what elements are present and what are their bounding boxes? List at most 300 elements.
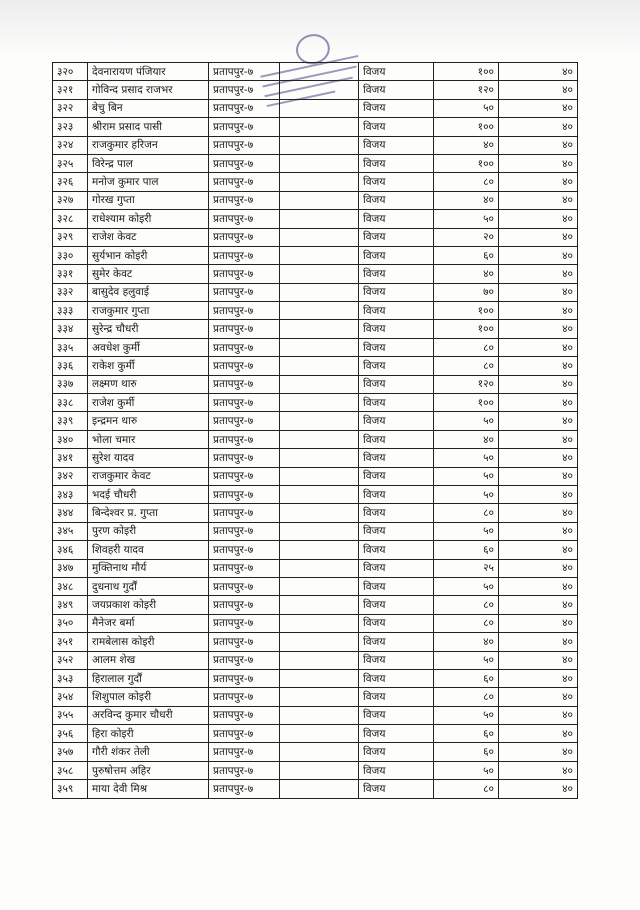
score-cell: ५० xyxy=(434,522,499,540)
score-cell: ८० xyxy=(434,614,499,632)
result-cell: विजय xyxy=(359,430,434,448)
name-cell: सुमेर केवट xyxy=(88,265,209,283)
table-row xyxy=(53,265,578,283)
full-marks-cell: ४० xyxy=(499,320,578,338)
score-cell: ६० xyxy=(434,246,499,264)
serial-number-cell: ३२० xyxy=(53,63,88,81)
serial-number-cell: ३५० xyxy=(53,614,88,632)
serial-number-cell: ३३६ xyxy=(53,357,88,375)
result-cell: विजय xyxy=(359,375,434,393)
address-cell: प्रतापपुर-७ xyxy=(209,633,280,651)
serial-number-cell: ३२५ xyxy=(53,154,88,172)
name-cell: भदई चौधरी xyxy=(88,485,209,503)
table-row xyxy=(53,780,578,798)
table-row xyxy=(53,173,578,191)
address-cell: प्रतापपुर-७ xyxy=(209,283,280,301)
blank-cell xyxy=(280,357,359,375)
result-cell: विजय xyxy=(359,541,434,559)
name-cell: गोरख गुप्ता xyxy=(88,191,209,209)
result-cell: विजय xyxy=(359,228,434,246)
name-cell: पुरण कोइरी xyxy=(88,522,209,540)
blank-cell xyxy=(280,449,359,467)
blank-cell xyxy=(280,246,359,264)
result-cell: विजय xyxy=(359,81,434,99)
name-cell: राधेश्याम कोइरी xyxy=(88,210,209,228)
blank-cell xyxy=(280,633,359,651)
address-cell: प्रतापपुर-७ xyxy=(209,706,280,724)
blank-cell xyxy=(280,522,359,540)
blank-cell xyxy=(280,265,359,283)
address-cell: प्रतापपुर-७ xyxy=(209,577,280,595)
blank-cell xyxy=(280,669,359,687)
address-cell: प्रतापपुर-७ xyxy=(209,449,280,467)
name-cell: रामबेलास कोइरी xyxy=(88,633,209,651)
name-cell: राजकुमार गुप्ता xyxy=(88,302,209,320)
blank-cell xyxy=(280,283,359,301)
blank-cell xyxy=(280,688,359,706)
table-row xyxy=(53,706,578,724)
serial-number-cell: ३२३ xyxy=(53,118,88,136)
address-cell: प्रतापपुर-७ xyxy=(209,154,280,172)
blank-cell xyxy=(280,651,359,669)
name-cell: गौरी शंकर तेली xyxy=(88,743,209,761)
score-cell: १०० xyxy=(434,63,499,81)
serial-number-cell: ३३३ xyxy=(53,302,88,320)
blank-cell xyxy=(280,559,359,577)
serial-number-cell: ३५३ xyxy=(53,669,88,687)
full-marks-cell: ४० xyxy=(499,541,578,559)
serial-number-cell: ३४६ xyxy=(53,541,88,559)
result-cell: विजय xyxy=(359,449,434,467)
result-cell: विजय xyxy=(359,633,434,651)
name-cell: लक्ष्मण थारु xyxy=(88,375,209,393)
address-cell: प्रतापपुर-७ xyxy=(209,63,280,81)
score-cell: ७० xyxy=(434,283,499,301)
full-marks-cell: ४० xyxy=(499,375,578,393)
full-marks-cell: ४० xyxy=(499,614,578,632)
full-marks-cell: ४० xyxy=(499,394,578,412)
result-cell: विजय xyxy=(359,651,434,669)
score-cell: ८० xyxy=(434,338,499,356)
blank-cell xyxy=(280,706,359,724)
serial-number-cell: ३५६ xyxy=(53,725,88,743)
name-cell: सुर्यभान कोइरी xyxy=(88,246,209,264)
full-marks-cell: ४० xyxy=(499,283,578,301)
serial-number-cell: ३२८ xyxy=(53,210,88,228)
blank-cell xyxy=(280,63,359,81)
score-cell: ४० xyxy=(434,265,499,283)
name-cell: सुरेन्द्र चौधरी xyxy=(88,320,209,338)
blank-cell xyxy=(280,485,359,503)
result-cell: विजय xyxy=(359,302,434,320)
result-cell: विजय xyxy=(359,761,434,779)
full-marks-cell: ४० xyxy=(499,99,578,117)
result-cell: विजय xyxy=(359,725,434,743)
serial-number-cell: ३५५ xyxy=(53,706,88,724)
full-marks-cell: ४० xyxy=(499,210,578,228)
name-cell: बासुदेव हलुवाई xyxy=(88,283,209,301)
score-cell: ८० xyxy=(434,688,499,706)
result-cell: विजय xyxy=(359,394,434,412)
serial-number-cell: ३३५ xyxy=(53,338,88,356)
table-row xyxy=(53,669,578,687)
table-row xyxy=(53,118,578,136)
result-cell: विजय xyxy=(359,265,434,283)
name-cell: विरेन्द्र पाल xyxy=(88,154,209,172)
result-cell: विजय xyxy=(359,154,434,172)
table-row xyxy=(53,633,578,651)
table-row xyxy=(53,449,578,467)
name-cell: मुक्तिनाथ मौर्य xyxy=(88,559,209,577)
score-cell: ५० xyxy=(434,651,499,669)
score-cell: ४० xyxy=(434,430,499,448)
table-row xyxy=(53,688,578,706)
score-cell: १२० xyxy=(434,81,499,99)
serial-number-cell: ३४० xyxy=(53,430,88,448)
blank-cell xyxy=(280,743,359,761)
serial-number-cell: ३३८ xyxy=(53,394,88,412)
name-cell: भोला चमार xyxy=(88,430,209,448)
full-marks-cell: ४० xyxy=(499,136,578,154)
blank-cell xyxy=(280,412,359,430)
address-cell: प्रतापपुर-७ xyxy=(209,780,280,798)
table-row xyxy=(53,375,578,393)
result-cell: विजय xyxy=(359,320,434,338)
serial-number-cell: ३४७ xyxy=(53,559,88,577)
blank-cell xyxy=(280,467,359,485)
blank-cell xyxy=(280,320,359,338)
serial-number-cell: ३५२ xyxy=(53,651,88,669)
name-cell: बेचु बिन xyxy=(88,99,209,117)
serial-number-cell: ३२९ xyxy=(53,228,88,246)
name-cell: माया देवी मिश्र xyxy=(88,780,209,798)
score-cell: ८० xyxy=(434,780,499,798)
result-cell: विजय xyxy=(359,559,434,577)
score-cell: ५० xyxy=(434,449,499,467)
full-marks-cell: ४० xyxy=(499,118,578,136)
name-cell: सुरेश यादव xyxy=(88,449,209,467)
address-cell: प्रतापपुर-७ xyxy=(209,265,280,283)
table-row xyxy=(53,99,578,117)
serial-number-cell: ३३१ xyxy=(53,265,88,283)
result-cell: विजय xyxy=(359,357,434,375)
table-row xyxy=(53,559,578,577)
score-cell: ५० xyxy=(434,485,499,503)
address-cell: प्रतापपुर-७ xyxy=(209,761,280,779)
score-cell: ५० xyxy=(434,412,499,430)
blank-cell xyxy=(280,614,359,632)
serial-number-cell: ३४८ xyxy=(53,577,88,595)
result-cell: विजय xyxy=(359,99,434,117)
blank-cell xyxy=(280,210,359,228)
score-cell: १०० xyxy=(434,118,499,136)
blank-cell xyxy=(280,338,359,356)
name-cell: राजेश कुर्मी xyxy=(88,394,209,412)
address-cell: प्रतापपुर-७ xyxy=(209,394,280,412)
table-row xyxy=(53,761,578,779)
address-cell: प्रतापपुर-७ xyxy=(209,375,280,393)
name-cell: मनोज कुमार पाल xyxy=(88,173,209,191)
score-cell: ८० xyxy=(434,173,499,191)
address-cell: प्रतापपुर-७ xyxy=(209,743,280,761)
full-marks-cell: ४० xyxy=(499,191,578,209)
score-cell: ५० xyxy=(434,467,499,485)
score-cell: १०० xyxy=(434,302,499,320)
beneficiary-table xyxy=(52,62,578,799)
blank-cell xyxy=(280,81,359,99)
score-cell: ५० xyxy=(434,761,499,779)
address-cell: प्रतापपुर-७ xyxy=(209,320,280,338)
full-marks-cell: ४० xyxy=(499,430,578,448)
score-cell: ४० xyxy=(434,191,499,209)
table-row xyxy=(53,191,578,209)
blank-cell xyxy=(280,136,359,154)
table-row xyxy=(53,302,578,320)
name-cell: शिवहरी यादव xyxy=(88,541,209,559)
score-cell: ४० xyxy=(434,633,499,651)
address-cell: प्रतापपुर-७ xyxy=(209,81,280,99)
full-marks-cell: ४० xyxy=(499,651,578,669)
address-cell: प्रतापपुर-७ xyxy=(209,191,280,209)
blank-cell xyxy=(280,541,359,559)
result-cell: विजय xyxy=(359,467,434,485)
result-cell: विजय xyxy=(359,412,434,430)
address-cell: प्रतापपुर-७ xyxy=(209,228,280,246)
table-row xyxy=(53,136,578,154)
name-cell: राकेश कुर्मी xyxy=(88,357,209,375)
name-cell: अरविन्द कुमार चौधरी xyxy=(88,706,209,724)
serial-number-cell: ३४३ xyxy=(53,485,88,503)
result-cell: विजय xyxy=(359,118,434,136)
name-cell: हिरालाल गुर्दौं xyxy=(88,669,209,687)
result-cell: विजय xyxy=(359,688,434,706)
score-cell: २० xyxy=(434,228,499,246)
address-cell: प्रतापपुर-७ xyxy=(209,541,280,559)
score-cell: ८० xyxy=(434,504,499,522)
result-cell: विजय xyxy=(359,743,434,761)
serial-number-cell: ३२४ xyxy=(53,136,88,154)
table-row xyxy=(53,522,578,540)
table-row xyxy=(53,651,578,669)
table-row xyxy=(53,63,578,81)
address-cell: प्रतापपुर-७ xyxy=(209,118,280,136)
address-cell: प्रतापपुर-७ xyxy=(209,210,280,228)
full-marks-cell: ४० xyxy=(499,577,578,595)
table-row xyxy=(53,210,578,228)
blank-cell xyxy=(280,118,359,136)
blank-cell xyxy=(280,577,359,595)
result-cell: विजय xyxy=(359,246,434,264)
serial-number-cell: ३३४ xyxy=(53,320,88,338)
full-marks-cell: ४० xyxy=(499,265,578,283)
full-marks-cell: ४० xyxy=(499,467,578,485)
result-cell: विजय xyxy=(359,522,434,540)
table-row xyxy=(53,228,578,246)
serial-number-cell: ३३७ xyxy=(53,375,88,393)
address-cell: प्रतापपुर-७ xyxy=(209,522,280,540)
address-cell: प्रतापपुर-७ xyxy=(209,173,280,191)
serial-number-cell: ३५९ xyxy=(53,780,88,798)
serial-number-cell: ३४५ xyxy=(53,522,88,540)
address-cell: प्रतापपुर-७ xyxy=(209,357,280,375)
table-row xyxy=(53,467,578,485)
address-cell: प्रतापपुर-७ xyxy=(209,99,280,117)
full-marks-cell: ४० xyxy=(499,81,578,99)
full-marks-cell: ४० xyxy=(499,688,578,706)
score-cell: ८० xyxy=(434,357,499,375)
address-cell: प्रतापपुर-७ xyxy=(209,430,280,448)
serial-number-cell: ३५४ xyxy=(53,688,88,706)
score-cell: १०० xyxy=(434,394,499,412)
address-cell: प्रतापपुर-७ xyxy=(209,559,280,577)
result-cell: विजय xyxy=(359,485,434,503)
serial-number-cell: ३४२ xyxy=(53,467,88,485)
name-cell: इन्द्रमन थारु xyxy=(88,412,209,430)
serial-number-cell: ३२७ xyxy=(53,191,88,209)
result-cell: विजय xyxy=(359,173,434,191)
address-cell: प्रतापपुर-७ xyxy=(209,725,280,743)
table-row xyxy=(53,81,578,99)
score-cell: ५० xyxy=(434,706,499,724)
result-cell: विजय xyxy=(359,210,434,228)
table-row xyxy=(53,246,578,264)
address-cell: प्रतापपुर-७ xyxy=(209,136,280,154)
table-row xyxy=(53,154,578,172)
name-cell: अवधेश कुर्मी xyxy=(88,338,209,356)
full-marks-cell: ४० xyxy=(499,357,578,375)
table-row xyxy=(53,394,578,412)
address-cell: प्रतापपुर-७ xyxy=(209,338,280,356)
score-cell: २५ xyxy=(434,559,499,577)
full-marks-cell: ४० xyxy=(499,154,578,172)
name-cell: दुधनाथ गुर्दौं xyxy=(88,577,209,595)
score-cell: ८० xyxy=(434,596,499,614)
score-cell: ६० xyxy=(434,743,499,761)
address-cell: प्रतापपुर-७ xyxy=(209,596,280,614)
full-marks-cell: ४० xyxy=(499,706,578,724)
blank-cell xyxy=(280,173,359,191)
address-cell: प्रतापपुर-७ xyxy=(209,246,280,264)
name-cell: आलम शेख xyxy=(88,651,209,669)
address-cell: प्रतापपुर-७ xyxy=(209,651,280,669)
table-row xyxy=(53,725,578,743)
result-cell: विजय xyxy=(359,614,434,632)
result-cell: विजय xyxy=(359,283,434,301)
address-cell: प्रतापपुर-७ xyxy=(209,467,280,485)
score-cell: १०० xyxy=(434,320,499,338)
result-cell: विजय xyxy=(359,136,434,154)
result-cell: विजय xyxy=(359,669,434,687)
full-marks-cell: ४० xyxy=(499,633,578,651)
address-cell: प्रतापपुर-७ xyxy=(209,485,280,503)
table-row xyxy=(53,577,578,595)
table-row xyxy=(53,596,578,614)
blank-cell xyxy=(280,430,359,448)
serial-number-cell: ३४४ xyxy=(53,504,88,522)
result-cell: विजय xyxy=(359,338,434,356)
name-cell: श्रीराम प्रसाद पासी xyxy=(88,118,209,136)
address-cell: प्रतापपुर-७ xyxy=(209,669,280,687)
full-marks-cell: ४० xyxy=(499,725,578,743)
name-cell: गोविन्द प्रसाद राजभर xyxy=(88,81,209,99)
name-cell: राजकुमार केवट xyxy=(88,467,209,485)
table-row xyxy=(53,357,578,375)
table-row xyxy=(53,743,578,761)
serial-number-cell: ३४९ xyxy=(53,596,88,614)
name-cell: शिशुपाल कोइरी xyxy=(88,688,209,706)
blank-cell xyxy=(280,228,359,246)
table-row xyxy=(53,614,578,632)
serial-number-cell: ३३२ xyxy=(53,283,88,301)
result-cell: विजय xyxy=(359,63,434,81)
blank-cell xyxy=(280,302,359,320)
serial-number-cell: ३५१ xyxy=(53,633,88,651)
blank-cell xyxy=(280,780,359,798)
name-cell: जयप्रकाश कोइरी xyxy=(88,596,209,614)
full-marks-cell: ४० xyxy=(499,246,578,264)
full-marks-cell: ४० xyxy=(499,412,578,430)
score-cell: ६० xyxy=(434,541,499,559)
full-marks-cell: ४० xyxy=(499,504,578,522)
serial-number-cell: ३२६ xyxy=(53,173,88,191)
full-marks-cell: ४० xyxy=(499,485,578,503)
full-marks-cell: ४० xyxy=(499,743,578,761)
address-cell: प्रतापपुर-७ xyxy=(209,688,280,706)
table-row xyxy=(53,430,578,448)
address-cell: प्रतापपुर-७ xyxy=(209,412,280,430)
blank-cell xyxy=(280,375,359,393)
full-marks-cell: ४० xyxy=(499,522,578,540)
result-cell: विजय xyxy=(359,706,434,724)
table-body xyxy=(53,63,578,799)
serial-number-cell: ३५८ xyxy=(53,761,88,779)
name-cell: पुरुषोत्तम अहिर xyxy=(88,761,209,779)
table-row xyxy=(53,485,578,503)
serial-number-cell: ३४१ xyxy=(53,449,88,467)
blank-cell xyxy=(280,99,359,117)
score-cell: ५० xyxy=(434,99,499,117)
result-cell: विजय xyxy=(359,191,434,209)
name-cell: देवनारायण पंजियार xyxy=(88,63,209,81)
name-cell: मैनेजर बर्मा xyxy=(88,614,209,632)
name-cell: हिरा कोइरी xyxy=(88,725,209,743)
table-row xyxy=(53,412,578,430)
serial-number-cell: ३२२ xyxy=(53,99,88,117)
blank-cell xyxy=(280,596,359,614)
serial-number-cell: ३३० xyxy=(53,246,88,264)
blank-cell xyxy=(280,394,359,412)
result-cell: विजय xyxy=(359,780,434,798)
serial-number-cell: ३२१ xyxy=(53,81,88,99)
address-cell: प्रतापपुर-७ xyxy=(209,504,280,522)
full-marks-cell: ४० xyxy=(499,780,578,798)
full-marks-cell: ४० xyxy=(499,761,578,779)
serial-number-cell: ३५७ xyxy=(53,743,88,761)
table-row xyxy=(53,320,578,338)
result-cell: विजय xyxy=(359,504,434,522)
name-cell: बिन्देश्वर प्र. गुप्ता xyxy=(88,504,209,522)
address-cell: प्रतापपुर-७ xyxy=(209,302,280,320)
result-cell: विजय xyxy=(359,577,434,595)
full-marks-cell: ४० xyxy=(499,338,578,356)
blank-cell xyxy=(280,725,359,743)
score-cell: ५० xyxy=(434,577,499,595)
table-row xyxy=(53,504,578,522)
full-marks-cell: ४० xyxy=(499,63,578,81)
full-marks-cell: ४० xyxy=(499,173,578,191)
blank-cell xyxy=(280,761,359,779)
name-cell: राजकुमार हरिजन xyxy=(88,136,209,154)
